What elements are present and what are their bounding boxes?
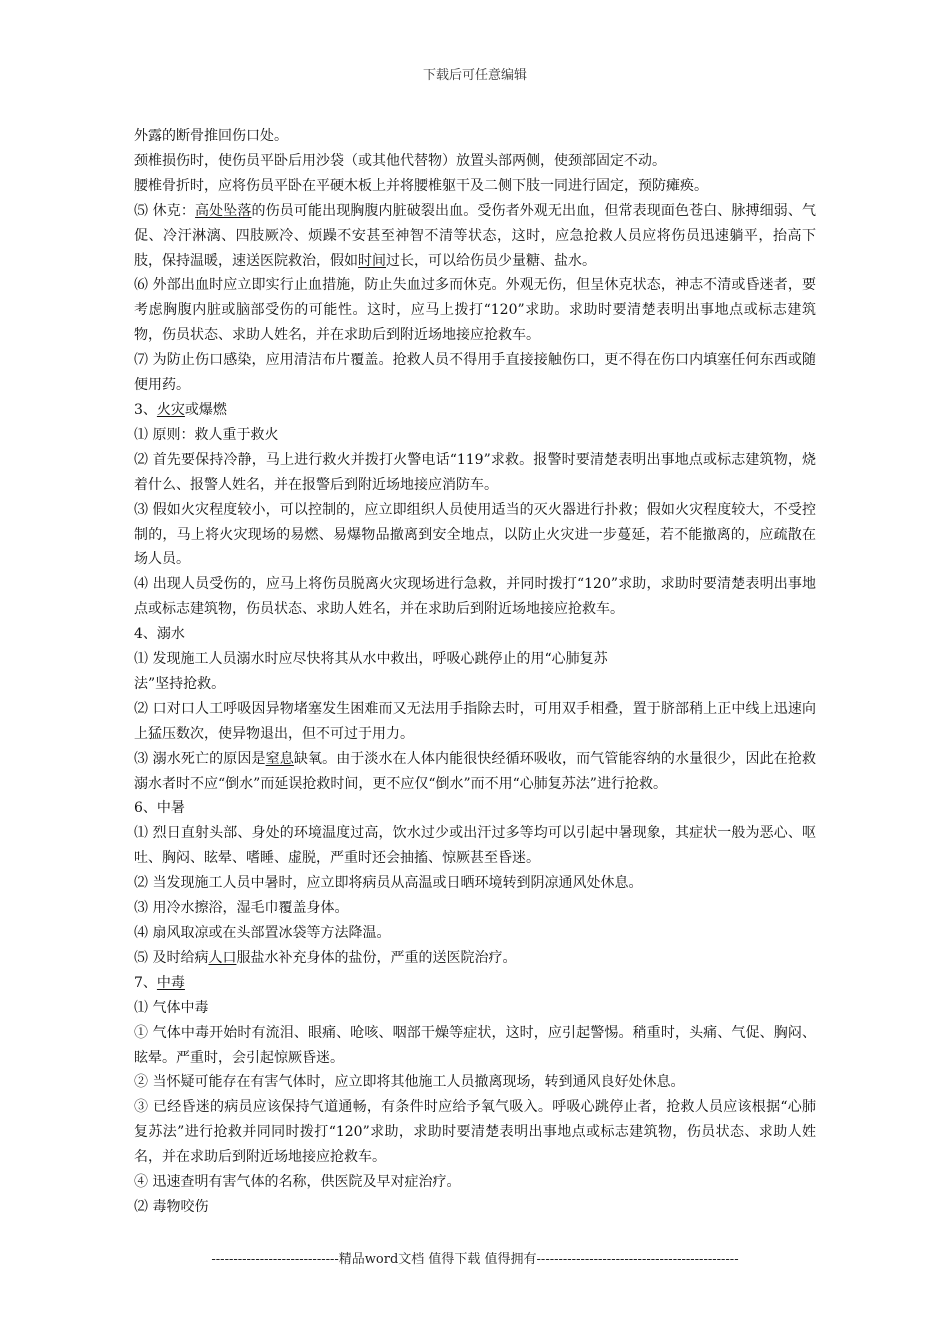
paragraph-text: 的伤员可能出现胸腹内脏破裂出血。受伤者外观无出血，但常表现面色苍白、脉搏细弱、气促、冷汗淋漓、四肢厥冷、烦躁不安甚至神智不清等状态，这时，应急抢救人员应将伤员迅速躺平，抬高下肢，保持温暖，速送医院救治，假如	[134, 202, 817, 269]
paragraph	[134, 448, 816, 498]
paragraph	[134, 174, 816, 199]
paragraph-text: ⑵ 当发现施工人员中暑时，应立即将病员从高温或日晒环境转到阴凉通风处休息。	[134, 875, 643, 892]
paragraph	[134, 199, 816, 274]
paragraph-text: ① 气体中毒开始时有流泪、眼痛、呛咳、咽部干燥等症状，这时，应引起警惕。稍重时，头痛、气促、胸闷、眩晕。严重时，会引起惊厥昏迷。	[134, 1024, 816, 1066]
paragraph	[134, 946, 816, 971]
paragraph	[134, 124, 816, 149]
paragraph-text: ⑶ 假如火灾程度较小，可以控制的，应立即组织人员使用适当的灭火器进行扑救；假如火灾程度较大，不受控制的，马上将火灾现场的易燃、易爆物品撤离到安全地点，以防止火灾进一步蔓延，若不能撤离的，应疏散在场人员。	[134, 501, 816, 568]
paragraph-text: 法”坚持抢救。	[134, 675, 226, 692]
paragraph-text: 6、中暑	[134, 800, 185, 817]
paragraph-text: ⑴ 气体中毒	[134, 999, 209, 1016]
page-header: 下载后可任意编辑	[422, 68, 527, 83]
paragraph	[134, 1070, 816, 1095]
paragraph-text: ⑵ 口对口人工呼吸因异物堵塞发生困难而又无法用手指除去时，可用双手相叠，置于脐部稍上正中线上迅速向上猛压数次，使异物退出，但不可过于用力。	[134, 700, 816, 742]
paragraph	[134, 622, 816, 647]
paragraph-text: ⑵ 毒物咬伤	[134, 1198, 209, 1215]
document-body	[134, 124, 816, 1220]
paragraph	[134, 498, 816, 573]
paragraph-text: 7、	[134, 974, 157, 991]
paragraph-text: 4、溺水	[134, 626, 185, 643]
paragraph	[134, 747, 816, 797]
paragraph-text: ⑴ 原则：救人重于救火	[134, 426, 279, 443]
paragraph	[134, 149, 816, 174]
paragraph-text: 颈椎损伤时，使伤员平卧后用沙袋（或其他代替物）放置头部两侧，使颈部固定不动。	[134, 152, 666, 169]
paragraph	[134, 348, 816, 398]
paragraph-text: ⑷ 出现人员受伤的，应马上将伤员脱离火灾现场进行急救，并同时拨打“120”求助，求助时要清楚表明出事地点或标志建筑物，伤员状态、求助人姓名，并在求助后到附近场地接应抢救车。	[134, 576, 816, 618]
underlined-term: 高处坠落	[195, 202, 252, 219]
paragraph-text: 缺氧。由于淡水在人体内能很快经循环吸收，而气管能容纳的水量很少，因此在抢救溺水者时不应“倒水”而延误抢救时间，更不应仅“倒水”而不用“心肺复苏法”进行抢救。	[134, 750, 817, 792]
paragraph	[134, 697, 816, 747]
paragraph	[134, 996, 816, 1021]
paragraph-text: ⑶ 溺水死亡的原因是	[134, 750, 266, 767]
paragraph	[134, 672, 816, 697]
paragraph-text: ⑺ 为防止伤口感染，应用清洁布片覆盖。抢救人员不得用手直接接触伤口，更不得在伤口内填塞任何东西或随便用药。	[134, 352, 816, 394]
underlined-term: 时间	[358, 252, 386, 269]
paragraph-text: ⑷ 扇风取凉或在头部置冰袋等方法降温。	[134, 925, 391, 941]
paragraph-text: ⑸ 休克：	[134, 202, 196, 219]
paragraph-text: 过长，可以给伤员少量糖、盐水。	[386, 252, 596, 269]
paragraph-text: ⑹ 外部出血时应立即实行止血措施，防止失血过多而休克。外观无伤，但呈休克状态，神志不清或昏迷者，要考虑胸腹内脏或脑部受伤的可能性。这时，应马上拨打“120”求助。求助时要清楚表明出事地点或标志建筑物，伤员状态、求助人姓名，并在求助后到附近场地接应抢救车。	[134, 277, 816, 344]
underlined-term: 火灾	[156, 401, 185, 418]
paragraph	[134, 821, 816, 871]
paragraph	[134, 871, 816, 896]
paragraph	[134, 796, 816, 821]
paragraph	[134, 398, 816, 423]
paragraph	[134, 1195, 816, 1220]
paragraph-text: 或爆燃	[184, 401, 227, 418]
paragraph-text: ⑵ 首先要保持冷静，马上进行救火并拨打火警电话“119”求救。报警时要清楚表明出事地点或标志建筑物，烧着什么、报警人姓名，并在报警后到附近场地接应消防车。	[134, 451, 816, 493]
paragraph	[134, 971, 816, 996]
paragraph	[134, 1021, 816, 1071]
paragraph-text: 外露的断骨推回伤口处。	[134, 128, 288, 144]
paragraph	[134, 273, 816, 348]
paragraph-text: 腰椎骨折时，应将伤员平卧在平硬木板上并将腰椎躯干及二侧下肢一同进行固定，预防瘫痪。	[134, 177, 708, 194]
paragraph-text: 3、	[134, 401, 157, 418]
paragraph-text: ⑶ 用冷水擦浴，湿毛巾覆盖身体。	[134, 900, 349, 917]
paragraph-text: ⑴ 烈日直射头部、身处的环境温度过高，饮水过少或出汗过多等均可以引起中暑现象，其症状一般为恶心、呕吐、胸闷、眩晕、嗜睡、虚脱，严重时还会抽搐、惊厥甚至昏迷。	[134, 825, 816, 867]
paragraph-text: 服盐水补充身体的盐份，严重的送医院治疗。	[236, 949, 517, 966]
paragraph-text: ⑴ 发现施工人员溺水时应尽快将其从水中救出，呼吸心跳停止的用“心肺复苏	[134, 651, 608, 668]
paragraph	[134, 572, 816, 622]
paragraph	[134, 1095, 816, 1170]
paragraph-text: ③ 已经昏迷的病员应该保持气道通畅，有条件时应给予氧气吸入。呼吸心跳停止者，抢救人员应该根据“心肺复苏法”进行抢救并同同时拨打“120”求助，求助时要清楚表明出事地点或标志建筑物，伤员状态、求助人姓名，并在求助后到附近场地接应抢救车。	[134, 1099, 816, 1166]
paragraph	[134, 921, 816, 946]
paragraph	[134, 1170, 816, 1195]
paragraph	[134, 647, 816, 672]
underlined-term: 人口	[208, 949, 237, 966]
underlined-term: 窒息	[265, 750, 294, 767]
page-footer: -----------------------------精品word文档 值得下载 值得拥有----------------------------------------------	[211, 1252, 739, 1267]
paragraph-text: ② 当怀疑可能存在有害气体时，应立即将其他施工人员撤离现场，转到通风良好处休息。	[134, 1074, 685, 1091]
paragraph	[134, 896, 816, 921]
paragraph-text: ④ 迅速查明有害气体的名称，供医院及早对症治疗。	[134, 1174, 461, 1191]
paragraph	[134, 423, 816, 448]
paragraph-text: ⑸ 及时给病	[134, 949, 209, 966]
underlined-term: 中毒	[156, 974, 185, 991]
